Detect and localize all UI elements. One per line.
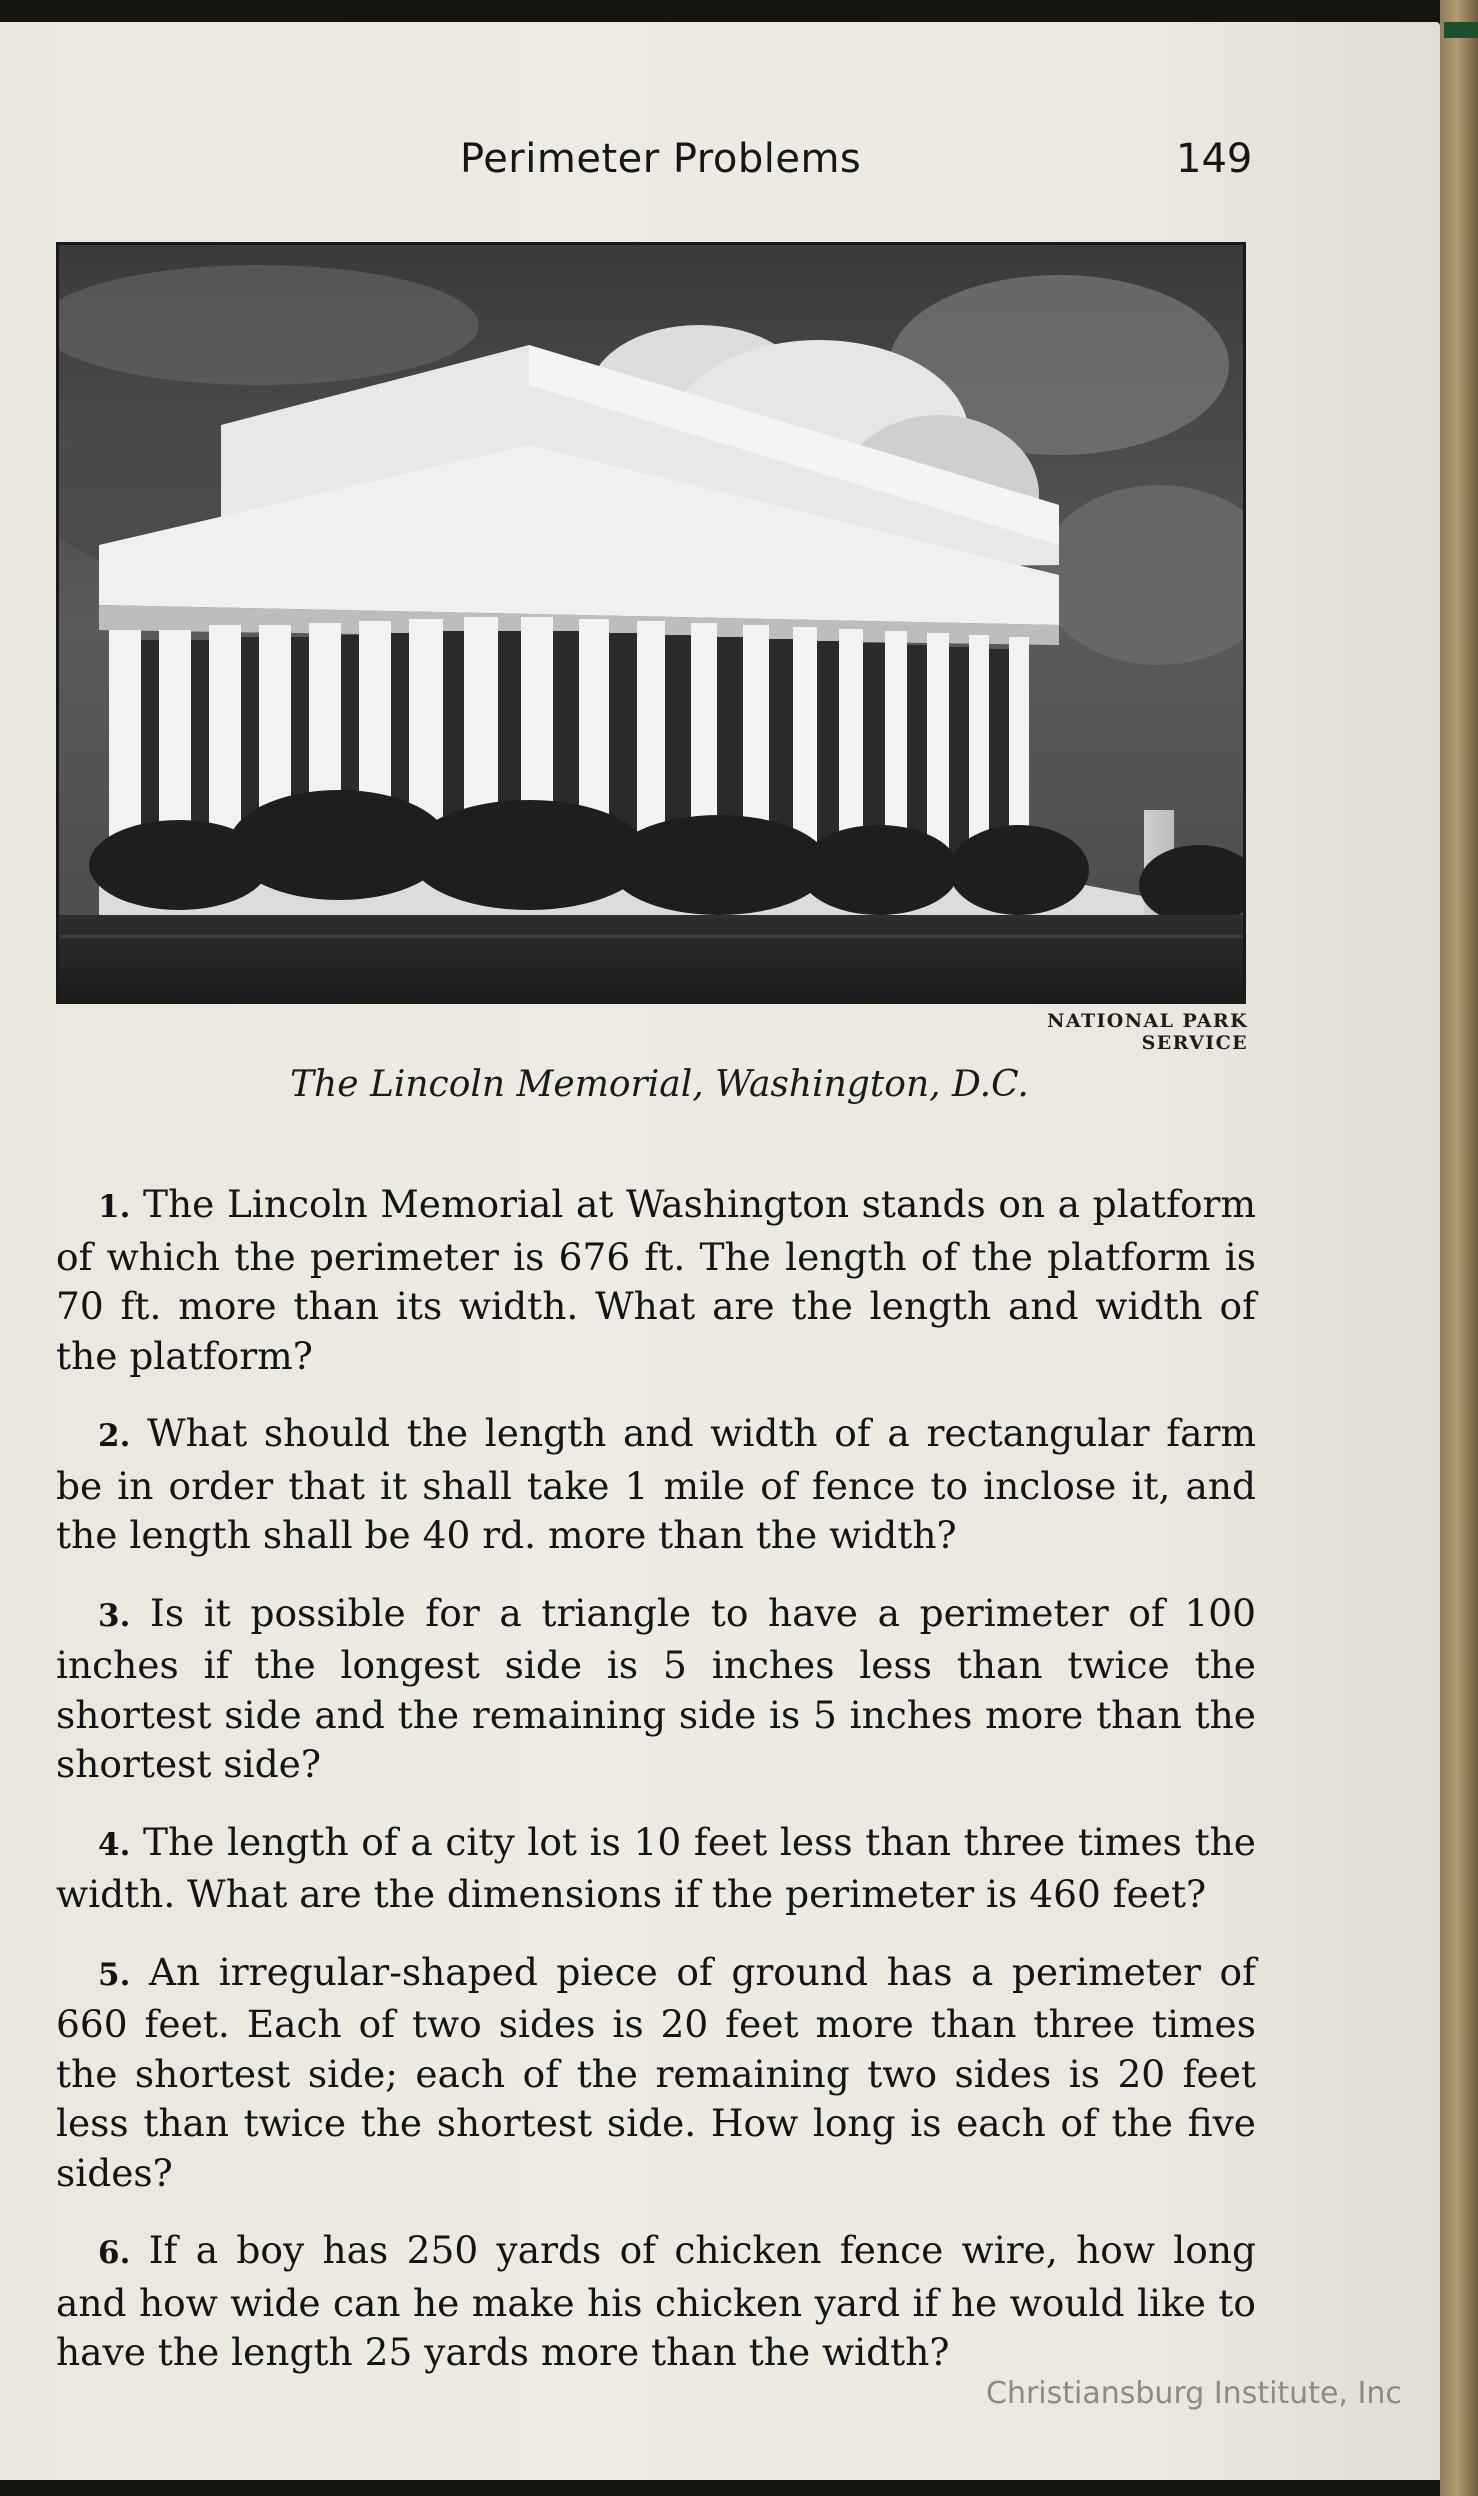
problem-3 bbox=[56, 1589, 1256, 1790]
problem-text: Is it possible for a triangle to have a perimeter of 100 inches if the longest side is 5 inches less than twice the shortest side and the remaining side is 5 inches more than the shortest side? bbox=[56, 1590, 1256, 1786]
problem-number: 4. bbox=[98, 1826, 131, 1863]
problem-text: If a boy has 250 yards of chicken fence wire, how long and how wide can he make his chicken yard if he would like to have the length 25 yards more than the width? bbox=[56, 2228, 1257, 2374]
problem-text: An irregular-shaped piece of ground has a perimeter of 660 feet. Each of two sides is 20 feet more than three times the shortest side; each of the remaining two sides is 20 feet less than twice the shortest side. How long is each of the five sides? bbox=[56, 1949, 1256, 2195]
photo-credit: NATIONAL PARK SERVICE bbox=[1047, 1010, 1248, 1054]
lincoln-memorial-photo bbox=[56, 242, 1246, 1004]
problem-4 bbox=[56, 1818, 1256, 1920]
spine-binding-edge bbox=[1444, 22, 1478, 38]
problem-number: 2. bbox=[98, 1418, 131, 1454]
problem-list bbox=[56, 1180, 1256, 2406]
problem-number: 1. bbox=[98, 1189, 131, 1225]
problem-text: The length of a city lot is 10 feet less than three times the width. What are the dimensions if the perimeter is 460 feet? bbox=[56, 1819, 1256, 1916]
problem-number: 3. bbox=[98, 1597, 131, 1634]
running-title: Perimeter Problems bbox=[460, 136, 862, 182]
problem-number: 6. bbox=[98, 2235, 131, 2271]
watermark: Christiansburg Institute, Inc bbox=[986, 2376, 1402, 2411]
book-spine bbox=[1440, 0, 1478, 2496]
problem-1 bbox=[56, 1180, 1256, 1381]
problem-number: 5. bbox=[98, 1956, 131, 1993]
problem-5 bbox=[56, 1948, 1256, 2199]
problem-text: The Lincoln Memorial at Washington stands on a platform of which the perimeter is 676 ft. The length of the platform is 70 ft. more than its width. What are the length and width of the platform? bbox=[56, 1182, 1257, 1378]
page-number: 149 bbox=[1176, 136, 1253, 182]
problem-text: What should the length and width of a rectangular farm be in order that it shall take 1 mile of fence to inclose it, and the length shall be 40 rd. more than the width? bbox=[56, 1411, 1257, 1557]
photo-caption: The Lincoln Memorial, Washington, D.C. bbox=[290, 1064, 1029, 1105]
problem-2 bbox=[56, 1409, 1256, 1561]
problem-6 bbox=[56, 2226, 1256, 2378]
